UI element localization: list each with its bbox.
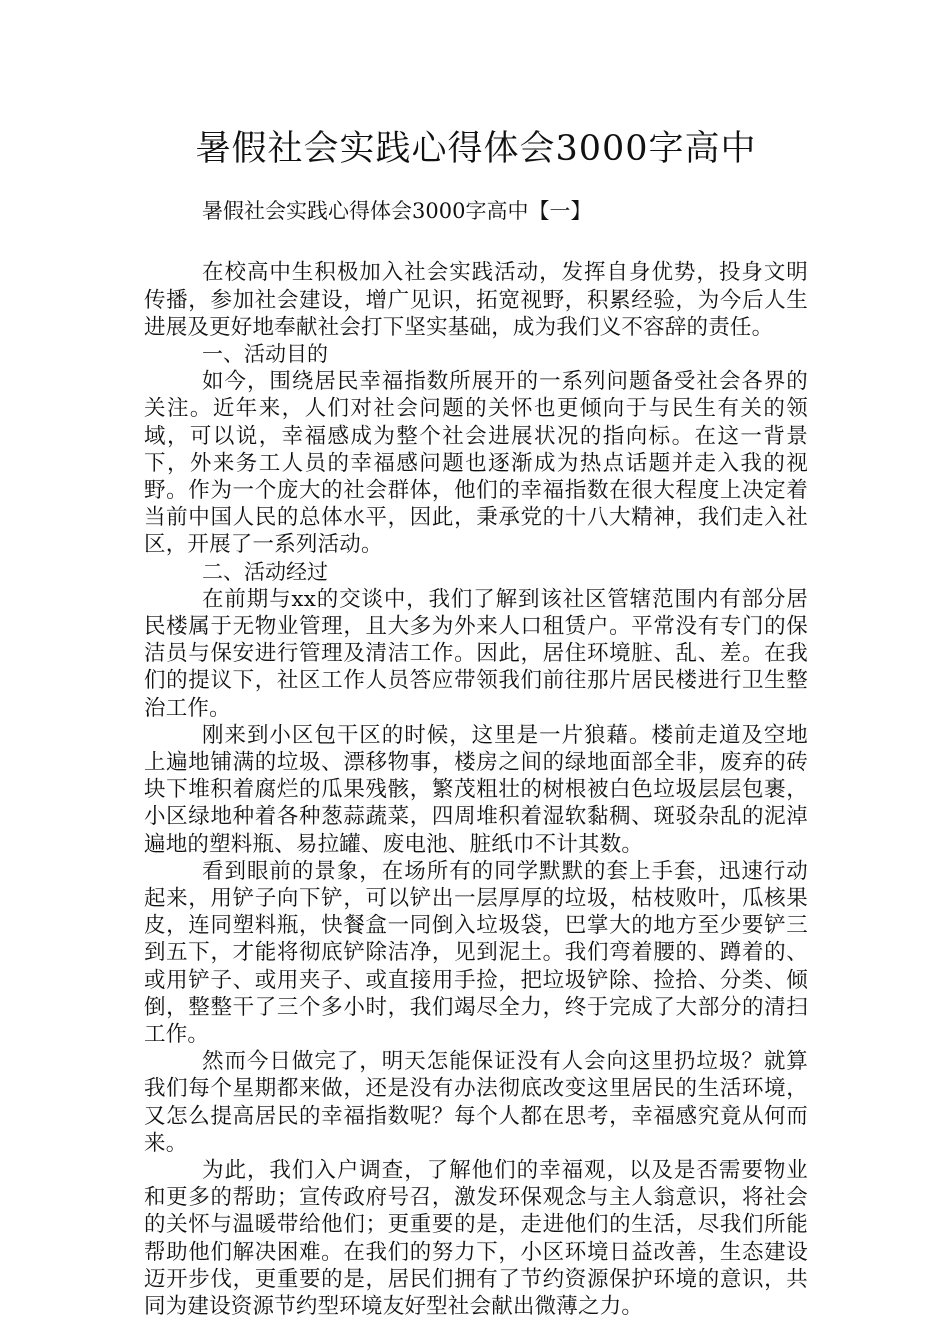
process-paragraph-5: 为此，我们入户调查，了解他们的幸福观，以及是否需要物业和更多的帮助；宣传政府号召，激发环保观念与主人翁意识，将社会的关怀与温暖带给他们；更重要的是，走进他们的生活，尽我们所能帮助他们解决困难。在我们的努力下，小区环境日益改善，生态建设迈开步伐，更重要的是，居民们拥有了节约资源保护环境的意识，共同为建设资源节约型环境友好型社会献出微薄之力。 [144, 1158, 808, 1320]
document-title: 暑假社会实践心得体会3000字高中 [195, 129, 757, 169]
heading-activity-purpose: 一、活动目的 [202, 341, 328, 366]
process-paragraph-2: 刚来到小区包干区的时候，这里是一片狼藉。楼前走道及空地上遍地铺满的垃圾、漂移物事，楼房之间的绿地面部全非，废弃的砖块下堆积着腐烂的瓜果残骸，繁茂粗壮的树根被白色垃圾层层包裹，小区绿地种着各种葱蒜蔬菜，四周堆积着湿软黏稠、斑驳杂乱的泥淖遍地的塑料瓶、易拉罐、废电池、脏纸巾不计其数。 [144, 722, 808, 857]
process-paragraph-3: 看到眼前的景象，在场所有的同学默默的套上手套，迅速行动起来，用铲子向下铲，可以铲出一层厚厚的垃圾，枯枝败叶，瓜核果皮，连同塑料瓶，快餐盒一同倒入垃圾袋，巴掌大的地方至少要铲三到五下，才能将彻底铲除洁净，见到泥土。我们弯着腰的、蹲着的、或用铲子、或用夹子、或直接用手捡，把垃圾铲除、捡拾、分类、倾倒，整整干了三个多小时，我们竭尽全力，终于完成了大部分的清扫工作。 [144, 858, 808, 1047]
heading-activity-process: 二、活动经过 [202, 559, 328, 584]
section-subtitle: 暑假社会实践心得体会3000字高中【一】 [202, 199, 592, 223]
purpose-paragraph: 如今，围绕居民幸福指数所展开的一系列问题备受社会各界的关注。近年来，人们对社会问题的关怀也更倾向于与民生有关的领域，可以说，幸福感成为整个社会进展状况的指向标。在这一背景下，外来务工人员的幸福感问题也逐渐成为热点话题并走入我的视野。作为一个庞大的社会群体，他们的幸福指数在很大程度上决定着当前中国人民的总体水平，因此，秉承党的十八大精神，我们走入社区，开展了一系列活动。 [144, 369, 808, 558]
intro-paragraph: 在校高中生积极加入社会实践活动，发挥自身优势，投身文明传播，参加社会建设，增广见识，拓宽视野，积累经验，为今后人生进展及更好地奉献社会打下坚实基础，成为我们义不容辞的责任。 [144, 260, 808, 340]
document-page [144, 120, 808, 1320]
process-paragraph-1: 在前期与xx的交谈中，我们了解到该社区管辖范围内有部分居民楼属于无物业管理，且大多为外来人口租赁户。平常没有专门的保洁员与保安进行管理及清洁工作。因此，居住环境脏、乱、差。在我们的提议下，社区工作人员答应带领我们前往那片居民楼进行卫生整治工作。 [144, 586, 808, 721]
process-paragraph-4: 然而今日做完了，明天怎能保证没有人会向这里扔垃圾？就算我们每个星期都来做，还是没有办法彻底改变这里居民的生活环境，又怎么提高居民的幸福指数呢？每个人都在思考，幸福感究竟从何而来。 [144, 1049, 808, 1156]
